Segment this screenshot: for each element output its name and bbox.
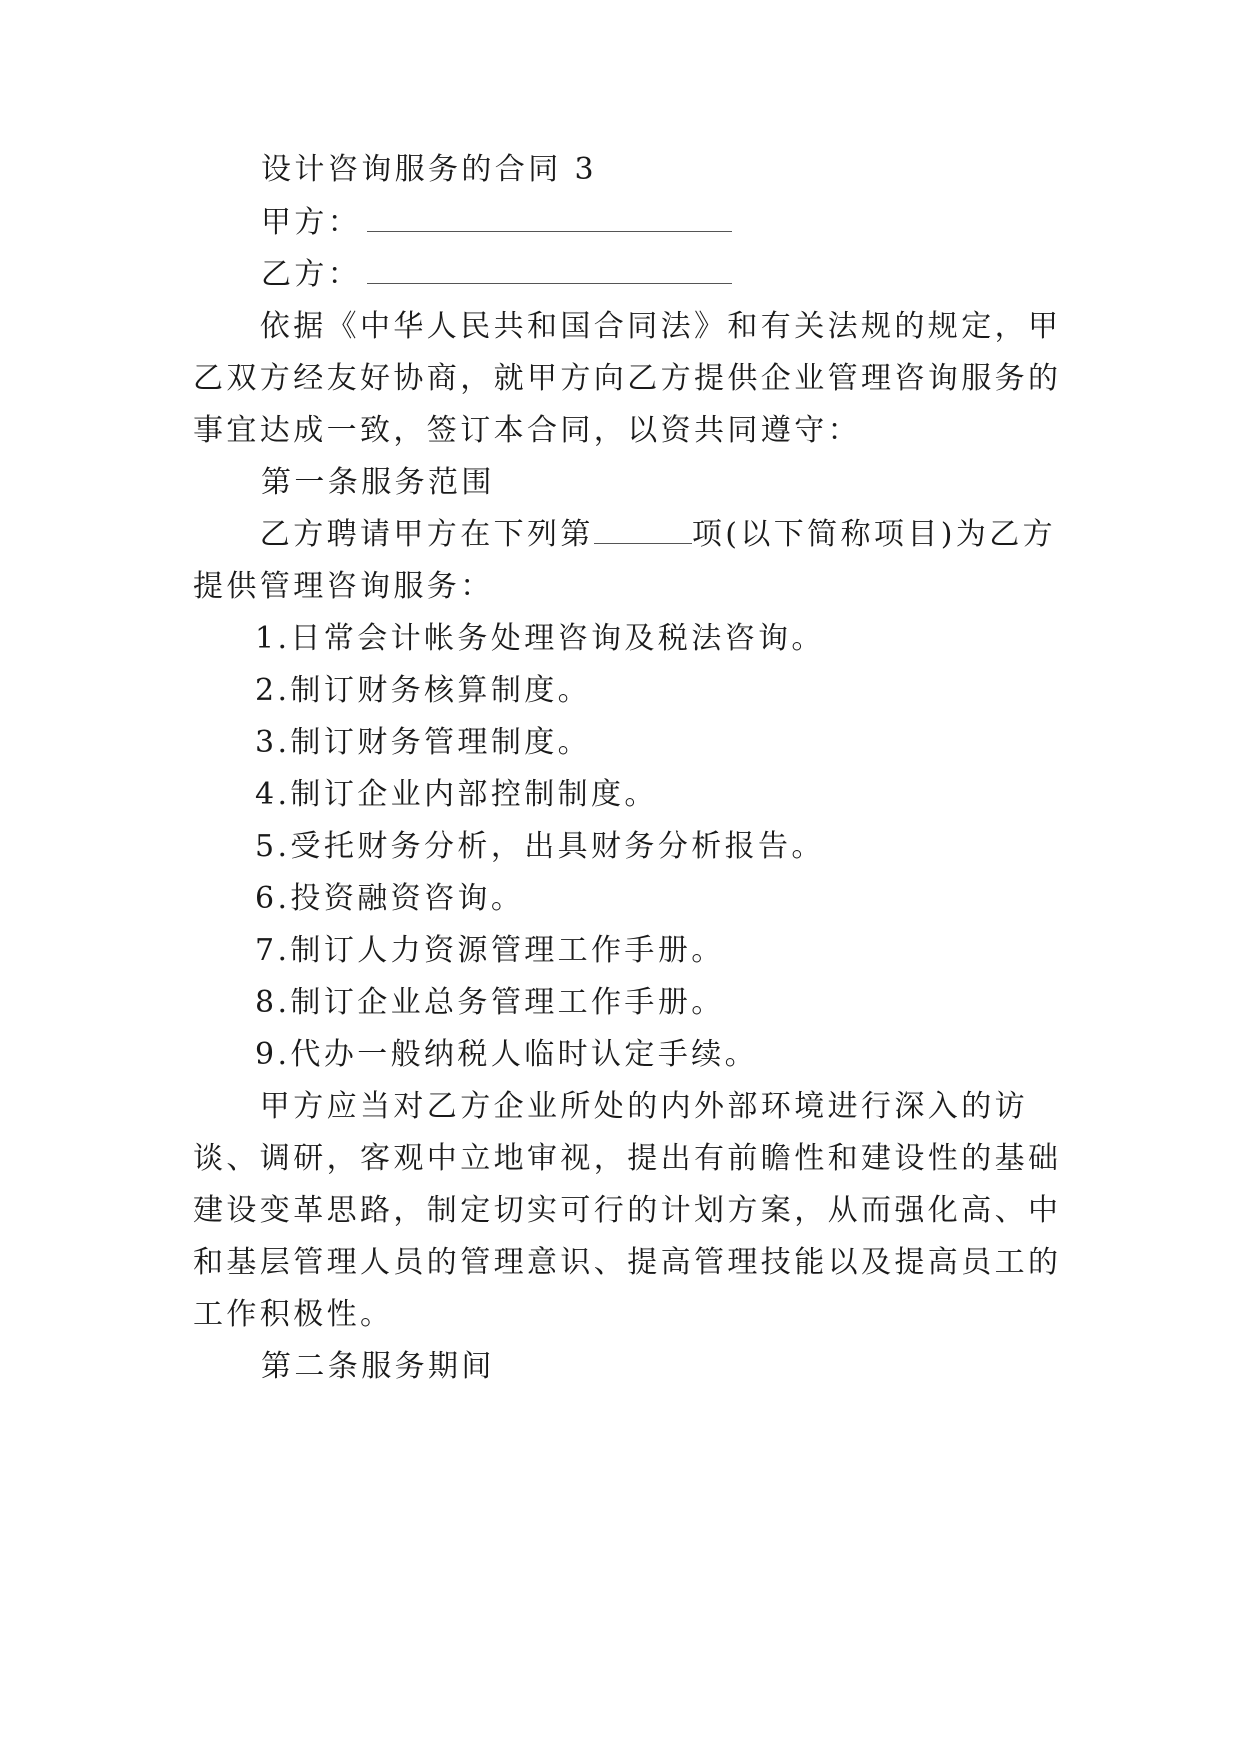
paragraph-2-line-1: 甲方应当对乙方企业所处的内外部环境进行深入的访 (193, 1089, 1028, 1124)
intro-line-3: 事宜达成一致，签订本合同，以资共同遵守： (193, 413, 861, 448)
document-title: 设计咨询服务的合同 3 (261, 152, 598, 187)
list-item: 3.制订财务管理制度。 (255, 725, 592, 760)
article-1-text-line-1: 乙方聘请甲方在下列第 项(以下简称项目)为乙方 (193, 517, 1057, 552)
intro-line-2: 乙双方经友好协商，就甲方向乙方提供企业管理咨询服务的 (193, 361, 1062, 396)
paragraph-2-line-4: 和基层管理人员的管理意识、提高管理技能以及提高员工的 (193, 1245, 1062, 1280)
intro-line-1: 依据《中华人民共和国合同法》和有关法规的规定，甲 (193, 309, 1062, 344)
article-2-title: 第二条服务期间 (261, 1349, 495, 1384)
list-item: 1.日常会计帐务处理咨询及税法咨询。 (255, 621, 825, 656)
list-item: 5.受托财务分析，出具财务分析报告。 (255, 829, 825, 864)
list-item: 8.制订企业总务管理工作手册。 (255, 985, 725, 1020)
party-b-label: 乙方： (261, 257, 362, 292)
paragraph-2-line-5: 工作积极性。 (193, 1297, 394, 1332)
list-item: 2.制订财务核算制度。 (255, 673, 592, 708)
list-item: 7.制订人力资源管理工作手册。 (255, 933, 725, 968)
party-a-label: 甲方： (261, 205, 362, 240)
list-item: 4.制订企业内部控制制度。 (255, 777, 658, 812)
paragraph-2-line-2: 谈、调研，客观中立地审视，提出有前瞻性和建设性的基础 (193, 1141, 1062, 1176)
article-1-title: 第一条服务范围 (261, 465, 495, 500)
list-item: 9.代办一般纳税人临时认定手续。 (255, 1037, 759, 1072)
party-b-line (193, 257, 1073, 293)
party-a-blank (367, 227, 732, 232)
article-1-text-line-2: 提供管理咨询服务： (193, 569, 494, 604)
party-b-blank (367, 279, 732, 284)
paragraph-2-line-3: 建设变革思路，制定切实可行的计划方案，从而强化高、中 (193, 1193, 1062, 1228)
party-a-line (193, 205, 1073, 241)
item-number-blank (594, 539, 692, 544)
list-item: 6.投资融资咨询。 (255, 881, 525, 916)
